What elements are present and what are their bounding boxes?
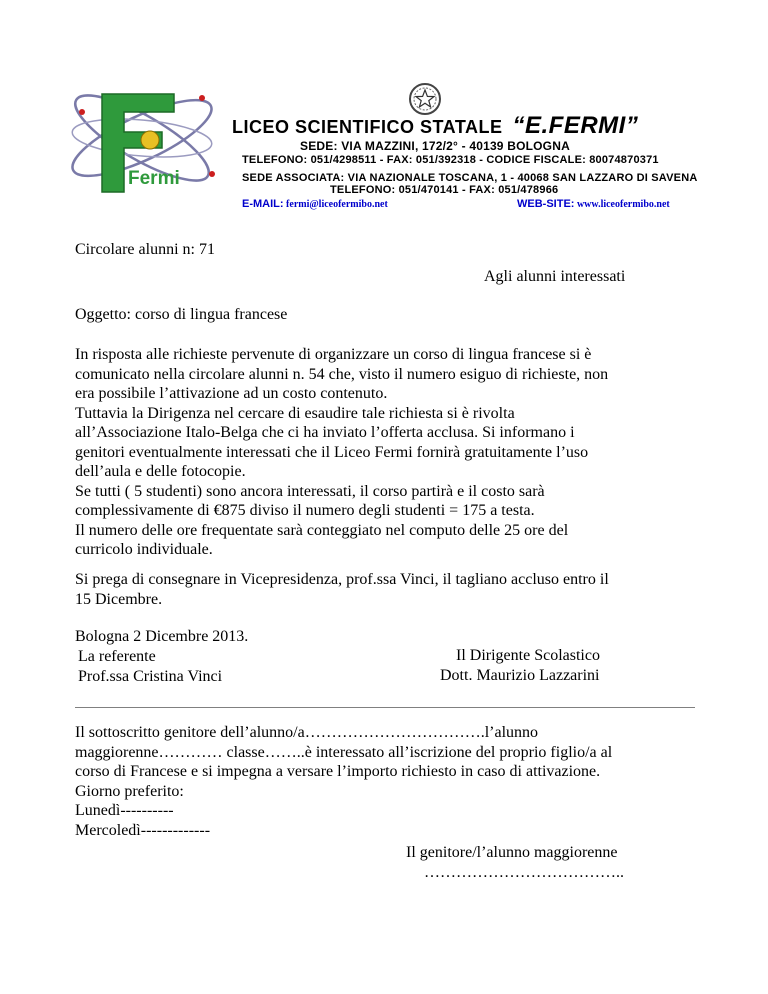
logo-electron: [209, 171, 215, 177]
body-line: era possibile l’attivazione ad un costo contenuto.: [75, 385, 388, 402]
body-line: complessivamente di €875 diviso il numero degli studenti = 175 a testa.: [75, 502, 535, 519]
referent-name: Prof.ssa Cristina Vinci: [78, 668, 223, 685]
form-option-monday: Lunedì----------: [75, 802, 174, 819]
republic-emblem-icon: [408, 82, 442, 116]
body-line: In risposta alle richieste pervenute di organizzare un corso di lingua francese si è: [75, 346, 592, 363]
body-line: dell’aula e delle fotocopie.: [75, 463, 246, 480]
school-name: LICEO SCIENTIFICO STATALE: [232, 117, 503, 137]
director-name: Dott. Maurizio Lazzarini: [440, 667, 600, 684]
logo-text: Fermi: [128, 168, 180, 189]
recipient: Agli alunni interessati: [484, 268, 626, 285]
body-line: curricolo individuale.: [75, 541, 213, 558]
school-title: [232, 112, 638, 140]
request-paragraph: [75, 570, 609, 609]
referent-label: La referente: [78, 648, 156, 665]
signature-line: ………………………………..: [424, 864, 624, 881]
signature-label: Il genitore/l’alunno maggiorenne: [406, 844, 618, 861]
body-line: comunicato nella circolare alunni n. 54 che, visto il numero esiguo di richieste, non: [75, 365, 609, 383]
request-line: Si prega di consegnare in Vicepresidenza, prof.ssa Vinci, il tagliano accluso entro il: [75, 571, 609, 588]
school-fermi-name: “E.FERMI”: [512, 112, 639, 139]
web-label: WEB-SITE:: [517, 198, 575, 210]
logo-electron: [79, 109, 85, 115]
email-link[interactable]: fermi@liceofermibo.net: [286, 199, 388, 210]
school-phone-line: TELEFONO: 051/4298511 - FAX: 051/392318 - CODICE FISCALE: 80074870371: [242, 154, 659, 166]
subject: Oggetto: corso di lingua francese: [75, 306, 288, 323]
director-label: Il Dirigente Scolastico: [456, 647, 600, 664]
request-line: 15 Dicembre.: [75, 590, 163, 608]
circular-number: Circolare alunni n: 71: [75, 241, 215, 258]
email-label: E-MAIL:: [242, 198, 284, 210]
form-line: Giorno preferito:: [75, 782, 184, 800]
cut-divider: [75, 707, 695, 708]
web-link[interactable]: www.liceofermibo.net: [576, 199, 670, 210]
form-line: corso di Francese e si impegna a versare l’importo richiesto in caso di attivazione.: [75, 763, 601, 780]
logo-nucleus: [141, 131, 159, 149]
body-line: all’Associazione Italo-Belga che ci ha inviato l’offerta acclusa. Si informano i: [75, 424, 575, 441]
logo-electron: [199, 95, 205, 101]
body-paragraph: [75, 345, 608, 560]
body-line: Se tutti ( 5 studenti) sono ancora interessati, il corso partirà e il costo sarà: [75, 482, 545, 500]
letter-date: Bologna 2 Dicembre 2013.: [75, 628, 249, 645]
associate-address: SEDE ASSOCIATA: VIA NAZIONALE TOSCANA, 1 - 40068 SAN LAZZARO DI SAVENA: [242, 172, 698, 184]
school-address: SEDE: VIA MAZZINI, 172/2° - 40139 BOLOGNA: [300, 139, 570, 153]
body-line: Tuttavia la Dirigenza nel cercare di esaudire tale richiesta si è rivolta: [75, 404, 515, 422]
school-logo: [62, 80, 222, 200]
body-line: genitori eventualmente interessati che il Liceo Fermi fornirà gratuitamente l’uso: [75, 443, 589, 461]
web-contact: [517, 198, 670, 210]
form-option-wednesday: Mercoledì-------------: [75, 821, 211, 839]
associate-phone: TELEFONO: 051/470141 - FAX: 051/478966: [330, 184, 559, 196]
email-contact: [242, 198, 388, 210]
body-line: Il numero delle ore frequentate sarà conteggiato nel computo delle 25 ore del: [75, 521, 569, 539]
form-line: Il sottoscritto genitore dell’alunno/a…………………………….l’alunno: [75, 724, 539, 741]
enrollment-form: [75, 723, 612, 840]
form-line: maggiorenne………… classe……..è interessato all’iscrizione del proprio figlio/a al: [75, 743, 613, 761]
